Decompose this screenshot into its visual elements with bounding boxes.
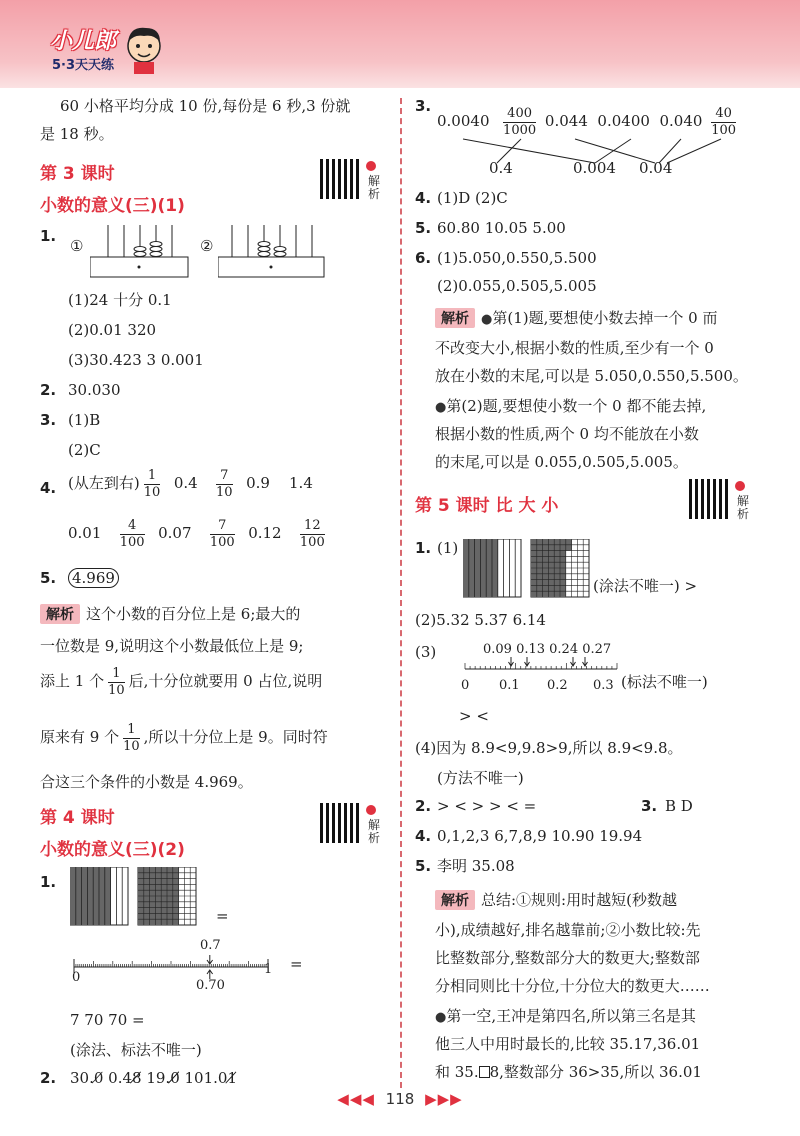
s5-q5-answer: 李明 35.08	[437, 857, 515, 875]
logo-main-text: 小儿郎	[50, 29, 117, 54]
r-explanation-5: 根据小数的性质,两个 0 均不能放在小数	[435, 425, 699, 443]
explanation-line-5: 合这三个条件的小数是 4.969。	[40, 773, 253, 791]
brand-logo	[40, 18, 155, 76]
qr-code-icon[interactable]	[320, 159, 360, 199]
jiexi-badge: 解析	[40, 604, 80, 624]
s5-explanation-4: 分相同则比十分位,十分位大的数更大……	[435, 977, 710, 995]
fraction: $\frac{7}{100}$	[209, 517, 235, 550]
r-q4-answer: (1)D (2)C	[437, 189, 508, 207]
fraction: $\frac{12}{100}$	[299, 517, 325, 550]
s5-explanation-1: 解析 总结:①规则:用时越短(秒数越	[435, 889, 677, 911]
s4-numberline-top-label: 0.7	[200, 938, 221, 953]
q5-answer: 4.969	[68, 567, 119, 589]
q4-value: 0.07	[158, 524, 192, 542]
page-number: 118	[385, 1090, 415, 1108]
r-explanation-1: 解析 ●第(1)题,要想使小数去掉一个 0 而	[435, 307, 717, 331]
s5-explanation-7: 和 35. 8,整数部分 36>35,所以 36.01	[435, 1063, 702, 1081]
s5-q2-number: 2.	[415, 797, 432, 815]
bulb-icon: ●	[481, 312, 493, 327]
q4-value: 0.01	[68, 524, 102, 542]
bulb-icon: ●	[435, 400, 447, 415]
play-icon	[366, 161, 376, 171]
match-bottom-1: 0.4	[489, 159, 513, 177]
grid-strips	[70, 867, 210, 927]
explanation-line-2: 一位数是 9,说明这个小数最低位上是 9;	[40, 637, 304, 655]
s5-q1-2: (2)5.32 5.37 6.14	[415, 611, 546, 629]
r-q5-number: 5.	[415, 219, 432, 237]
s4-numberline-bottom-label: 0.70	[196, 978, 225, 993]
play-icon	[366, 805, 376, 815]
s4-q2-number: 2.	[40, 1069, 57, 1087]
s4-numberline-0: 0	[72, 970, 81, 985]
fraction: $\frac{1}{10}$	[143, 467, 161, 500]
s4-q2-answer: 30.0̸ 0.48̸̸ 19.0̸̸̸̸ 101.01̸̸	[70, 1069, 237, 1087]
s5-q2-answer: > < > > < =	[437, 797, 537, 815]
s5-q1-1-note: (涂法不唯一) >	[593, 577, 698, 595]
s5-nl-2: 0.2	[547, 678, 568, 693]
matching-row-top: 0.0040 $\frac{400}{1000}$ 0.044 0.0400 0.040 $\frac{40}{100}$	[437, 105, 737, 138]
s4-number-line	[70, 953, 280, 983]
r-q4-number: 4.	[415, 189, 432, 207]
r-q6-number: 6.	[415, 249, 432, 267]
s5-q3-answer: B D	[665, 797, 693, 815]
blank-box	[479, 1066, 490, 1078]
s5-q1-number: 1.	[415, 539, 432, 557]
abacus-2	[218, 223, 328, 279]
cont-line-1: 60 小格平均分成 10 份,每份是 6 秒,3 份就	[60, 97, 351, 115]
q4-value: 1.4	[289, 474, 313, 492]
lesson-4-title: 第 4 课时	[40, 808, 115, 828]
q4-value: 0.9	[246, 474, 270, 492]
s5-explanation-3: 比整数部分,整数部分大的数更大;整数部	[435, 949, 700, 967]
s5-q1-1-label: (1)	[437, 539, 459, 557]
s4-equals-2: =	[290, 955, 303, 973]
qr-label: 解析	[368, 174, 381, 201]
cont-line-2: 是 18 秒。	[40, 125, 114, 143]
qr-label: 解析	[737, 494, 750, 521]
s5-explanation-6: 他三人中用时最长的,比较 35.17,36.01	[435, 1035, 701, 1053]
fraction: $\frac{4}{100}$	[119, 517, 145, 550]
q4-number: 4.	[40, 479, 57, 497]
s5-numberline-top: 0.09 0.13 0.24 0.27	[483, 642, 612, 657]
next-arrows-icon: ▶▶▶	[425, 1090, 463, 1108]
s5-q1-4: (4)因为 8.9<9,9.8>9,所以 8.9<9.8。	[415, 739, 683, 757]
s5-explanation-5: ●第一空,王冲是第四名,所以第三名是其	[435, 1007, 696, 1025]
r-q3-number: 3.	[415, 97, 432, 115]
q5-number: 5.	[40, 569, 57, 587]
q4-prefix: (从左到右)	[68, 474, 140, 492]
q4-value: 0.4	[173, 474, 198, 492]
fraction: $\frac{7}{10}$	[215, 467, 233, 500]
r-explanation-4: ●第(2)题,要想使小数一个 0 都不能去掉,	[435, 397, 707, 415]
s4-note: (涂法、标法不唯一)	[70, 1041, 202, 1059]
s5-q1-4b: (方法不唯一)	[437, 769, 524, 787]
qr-label: 解析	[368, 818, 381, 845]
s5-q1-3b: > <	[459, 707, 489, 725]
q2-answer: 30.030	[68, 381, 121, 399]
explanation-line-3: 添上 1 个 $\frac{1}{10}$ 后,十分位就要用 0 占位,说明	[40, 665, 323, 698]
s5-grid-strips	[463, 539, 597, 599]
lesson-3-title: 第 3 课时	[40, 164, 115, 184]
lesson-4-subtitle: 小数的意义(三)(2)	[40, 840, 185, 860]
q4-value: 0.12	[248, 524, 282, 542]
r-q5-answer: 60.80 10.05 5.00	[437, 219, 566, 237]
abacus-1-label: ①	[70, 237, 84, 255]
s5-nl-note: (标法不唯一)	[621, 673, 708, 691]
s5-nl-1: 0.1	[499, 678, 520, 693]
s5-q5-number: 5.	[415, 857, 432, 875]
qr-code-icon[interactable]	[689, 479, 729, 519]
lesson-3-subtitle: 小数的意义(三)(1)	[40, 196, 185, 216]
r-q6-answer-1: (1)5.050,0.550,5.500	[437, 249, 597, 267]
explanation-line-4: 原来有 9 个 $\frac{1}{10}$ ,所以十分位上是 9。同时符	[40, 721, 328, 754]
q1-answer-2: (2)0.01 320	[68, 321, 157, 339]
s5-nl-0: 0	[461, 678, 470, 693]
play-icon	[735, 481, 745, 491]
page-footer	[0, 1090, 800, 1108]
bulb-icon: ●	[435, 1010, 447, 1025]
q1-answer-3: (3)30.423 3 0.001	[68, 351, 204, 369]
prev-arrows-icon: ◀◀◀	[337, 1090, 375, 1108]
s5-nl-3: 0.3	[593, 678, 614, 693]
s4-equals: =	[216, 907, 229, 925]
lesson-5-title: 第 5 课时 比 大 小	[415, 496, 559, 516]
q3-number: 3.	[40, 411, 57, 429]
s5-q4-answer: 0,1,2,3 6,7,8,9 10.90 19.94	[437, 827, 643, 845]
match-bottom-3: 0.04	[639, 159, 673, 177]
mascot-icon	[120, 22, 168, 74]
s4-numberline-1: 1	[264, 962, 273, 977]
match-bottom-2: 0.004	[573, 159, 616, 177]
q4-row-2	[68, 513, 329, 553]
q1-answer-1: (1)24 十分 0.1	[68, 291, 172, 309]
s5-q3-number: 3.	[641, 797, 658, 815]
q2-number: 2.	[40, 381, 57, 399]
r-q6-answer-2: (2)0.055,0.505,5.005	[437, 277, 597, 295]
qr-code-icon[interactable]	[320, 803, 360, 843]
s5-q4-number: 4.	[415, 827, 432, 845]
abacus-2-label: ②	[200, 237, 214, 255]
s5-q1-3-label: (3)	[415, 643, 437, 661]
s4-q1-number: 1.	[40, 873, 57, 891]
r-explanation-3: 放在小数的末尾,可以是 5.050,0.550,5.500。	[435, 367, 748, 385]
q3-answer-1: (1)B	[68, 411, 101, 429]
r-explanation-6: 的末尾,可以是 0.055,0.505,5.005。	[435, 453, 688, 471]
column-divider	[400, 98, 402, 1088]
r-explanation-2: 不改变大小,根据小数的性质,至少有一个 0	[435, 339, 714, 357]
s5-explanation-2: 小),成绩越好,排名越靠前;②小数比较:先	[435, 921, 701, 939]
q1-number: 1.	[40, 227, 57, 245]
abacus-1	[90, 223, 190, 279]
q3-answer-2: (2)C	[68, 441, 101, 459]
s4-values: 7 70 70 =	[70, 1011, 145, 1029]
logo-sub-text: 5·3天天练	[52, 58, 115, 73]
explanation-line-1: 解析 这个小数的百分位上是 6;最大的	[40, 603, 300, 625]
q4-row-1	[68, 463, 313, 503]
